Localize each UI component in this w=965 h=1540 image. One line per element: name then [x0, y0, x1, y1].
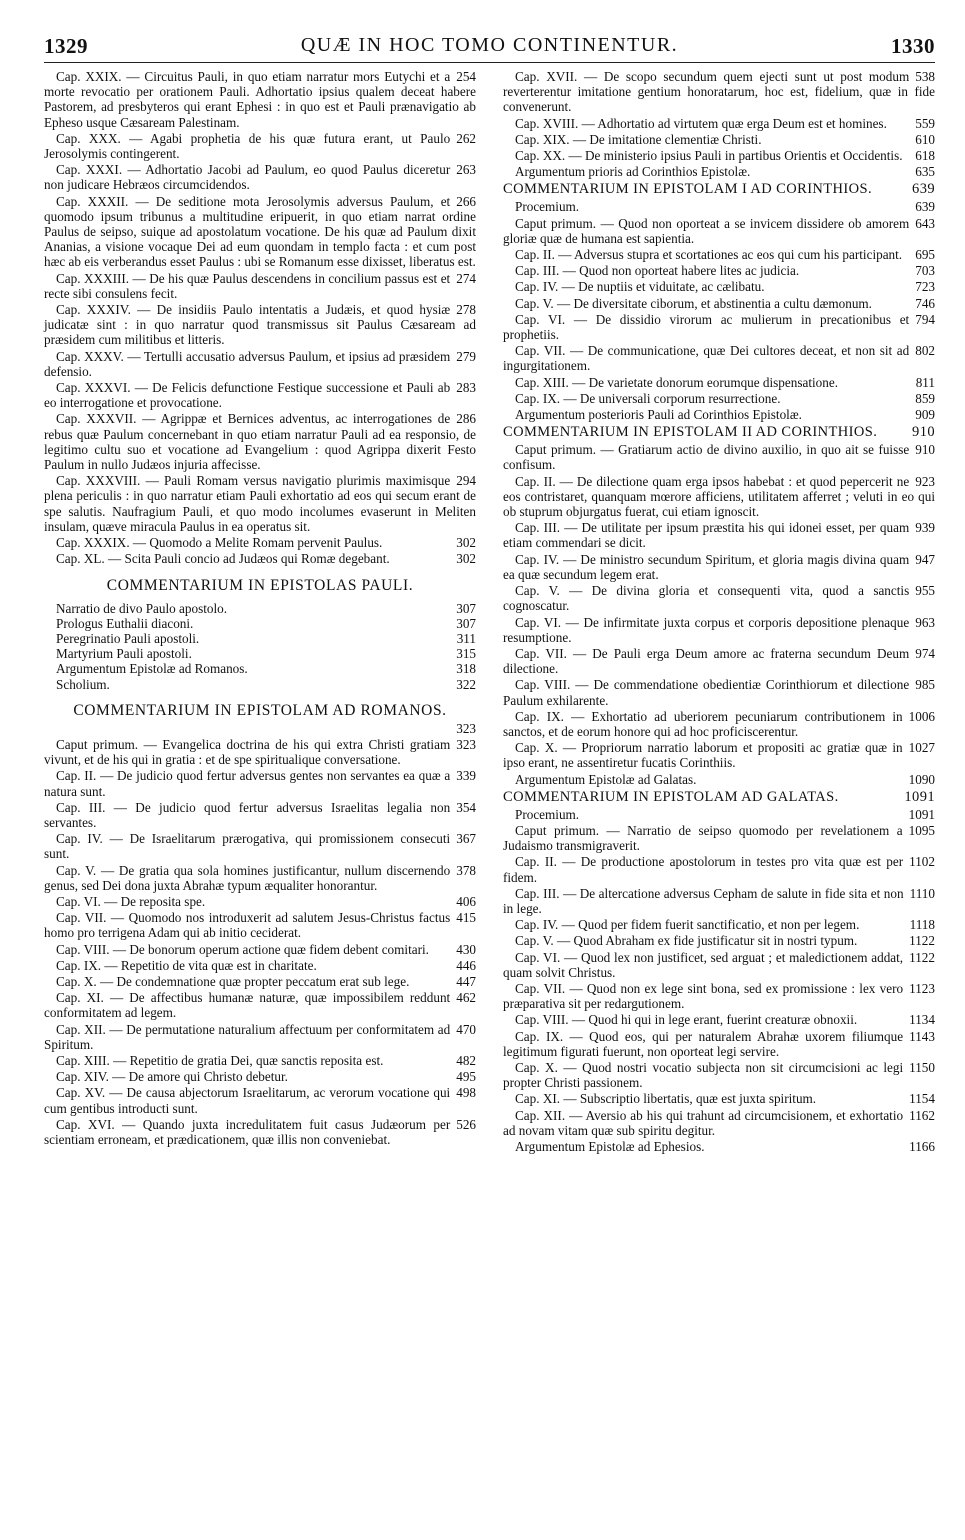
toc-entry [503, 148, 935, 163]
toc-entry [503, 116, 935, 131]
toc-entry [503, 391, 935, 406]
page-ref: 794 [915, 311, 935, 327]
page-ref: 639 [915, 199, 935, 215]
entry-text: Cap. II. — De productione apostolorum in testes pro vita quæ est per fidem. [503, 854, 904, 885]
entry-text: Cap. III. — De utilitate per ipsum præstita his qui idonei esset, per quam etiam commendari se dicit. [503, 520, 910, 551]
page-ref: 378 [456, 862, 476, 878]
entry-text: Cap. IV. — De nuptiis et viduitate, ac cælibatu. [515, 279, 765, 295]
toc-entry [44, 737, 476, 767]
entry-text: Cap. III. — De judicio quod fertur adversus Israelitas legalia non servantes. [44, 799, 451, 830]
toc-entry [503, 1108, 935, 1138]
section-page [44, 721, 476, 736]
toc-list [44, 737, 476, 1147]
page-ref: 1091 [908, 806, 935, 822]
toc-entry [44, 974, 476, 989]
entry-text: Cap. XXXIV. — De insidiis Paulo intentatis a Judæis, et quod hysiæ judicatæ sint : in quo narratur quod transmissus sit Paulus Cæsaream ad præsidem cum militibus et litteris. [44, 302, 476, 348]
toc-entry [503, 981, 935, 1011]
toc-entry [503, 279, 935, 294]
entry-text: Caput primum. — Narratio de seipso quomodo per revelationem a Judaismo transmigraverit. [503, 822, 903, 854]
page-ref: 538 [915, 69, 935, 84]
page-ref: 1122 [909, 949, 935, 965]
page-ref: 322 [456, 676, 476, 692]
entry-text: Cap. XXXIX. — Quomodo a Melite Romam pervenit Paulus. [56, 535, 383, 551]
page-number-right: 1330 [891, 34, 935, 58]
entry-text: Argumentum Epistolæ ad Ephesios. [515, 1139, 705, 1154]
columns [44, 69, 935, 1155]
toc-entry [44, 1022, 476, 1052]
entry-text: Cap. XIX. — De imitatione clementiæ Christi. [515, 131, 762, 147]
entry-text: Cap. XIV. — De amore qui Christo debetur. [56, 1069, 288, 1085]
page-ref: 1091 [904, 788, 935, 805]
toc-entry [503, 886, 935, 916]
page-ref: 446 [456, 957, 476, 973]
toc-entry [44, 800, 476, 830]
section-heading [503, 424, 935, 440]
entry-text: Cap. XXXVI. — De Felicis defunctione Festique successione et Pauli ab eo interrogatione et provocatione. [44, 380, 451, 411]
running-title: QUÆ IN HOC TOMO CONTINENTUR. [300, 34, 679, 56]
page-ref: 462 [456, 990, 476, 1006]
entry-text: Caput primum. — Gratiarum actio de divino auxilio, in quo ait se fuisse confisum. [503, 442, 910, 473]
page-ref: 279 [456, 348, 476, 364]
entry-text: Cap. XII. — De permutatione naturalium affectuum per conformitatem ad Spiritum. [44, 1021, 451, 1052]
entry-text: Cap. VI. — De reposita spe. [56, 893, 206, 909]
toc-entry [44, 551, 476, 566]
entry-text: Narratio de divo Paulo apostolo. [56, 600, 228, 616]
page-ref: 498 [456, 1085, 476, 1101]
page-ref: 294 [456, 473, 476, 489]
page-ref: 635 [915, 164, 935, 180]
page-ref: 447 [456, 973, 476, 989]
toc-entry [44, 473, 476, 534]
toc-entry [503, 375, 935, 390]
header-rule [44, 62, 935, 63]
page-ref: 339 [456, 768, 476, 784]
page-ref: 559 [915, 115, 935, 131]
page-ref: 695 [915, 247, 935, 263]
entry-text: Cap. IX. — Exhortatio ad uberiorem pecuniarum contributionem in sanctos, et de eorum honore qui ad hoc proficiscerentur. [503, 708, 903, 739]
heading-text: COMMENTARIUM IN EPISTOLAM AD GALATAS. [503, 788, 839, 805]
toc-list [503, 442, 935, 770]
entry-text: Cap. XXX. — Agabi prophetia de his quæ futura erant, ut Paulo Jerosolymis contingerent. [44, 130, 451, 162]
page-ref: 315 [456, 646, 476, 662]
page-ref: 963 [915, 614, 935, 630]
page-ref: 307 [456, 615, 476, 631]
toc-entry [44, 1069, 476, 1084]
toc-entry [503, 216, 935, 246]
page-ref: 1143 [909, 1028, 935, 1044]
page-ref: 354 [456, 799, 476, 815]
entry-text: Cap. XXIX. — Circuitus Pauli, in quo etiam narratur mors Eutychi et a morte revocatio per orationem Pauli. Adhortatio ipsius qualem deceat habere Pastorem, ad presbyteros qui erant Ephesi : in quo est et Pauli prænavigatio ab Epheso usque Cæsaream Palestinam. [44, 69, 476, 130]
page-ref: 618 [915, 148, 935, 164]
page-ref: 909 [915, 407, 935, 423]
page-ref: 482 [456, 1052, 476, 1068]
toc-entry [503, 132, 935, 147]
entry-text: Cap. IX. — Quod eos, qui per naturalem Abrahæ uxorem filiumque legitimum figurati fuerunt, non oporteat legi servire. [503, 1028, 904, 1059]
entry-text: Cap. XI. — Subscriptio libertatis, quæ est juxta spiritum. [515, 1091, 817, 1107]
entry-text: Argumentum Epistolæ ad Romanos. [56, 661, 248, 677]
page-ref: 1154 [909, 1091, 935, 1107]
toc-entry [44, 894, 476, 909]
page-ref: 811 [915, 374, 935, 390]
toc-entry [503, 950, 935, 980]
page-ref: 266 [456, 193, 476, 209]
page-ref: 723 [915, 279, 935, 295]
entry-text: Cap. IV. — De Israelitarum prærogativa, qui promissionem consecuti sunt. [44, 831, 451, 862]
page-ref: 610 [915, 131, 935, 147]
entry-text: Cap. V. — Quod Abraham ex fide justificatur sit in nostri typum. [515, 933, 858, 949]
page-ref: 1090 [908, 771, 935, 787]
toc-entry [503, 312, 935, 342]
toc-entry [44, 616, 476, 631]
page-ref: 495 [456, 1069, 476, 1085]
toc-entry [503, 343, 935, 373]
toc-entry [503, 1060, 935, 1090]
page-ref: 859 [915, 390, 935, 406]
toc-entry [44, 271, 476, 301]
entry-text: Cap. XX. — De ministerio ipsius Pauli in partibus Orientis et Occidentis. [515, 148, 903, 164]
entry-text: Cap. VI. — De infirmitate juxta corpus et corporis depositione plenaque resumptione. [503, 614, 910, 645]
toc-entry [44, 863, 476, 893]
entry-text: Cap. V. — De diversitate ciborum, et abstinentia a cultu dæmonum. [515, 295, 872, 311]
entry-text: Cap. X. — De condemnatione quæ propter peccatum erat sub lege. [56, 973, 410, 989]
toc-entry [44, 1085, 476, 1115]
page-ref: 1102 [909, 854, 935, 870]
toc-entry [44, 958, 476, 973]
page-ref: 955 [915, 583, 935, 599]
toc-entry [44, 831, 476, 861]
toc-entry [503, 552, 935, 582]
toc-entry [503, 296, 935, 311]
page-ref: 254 [456, 69, 476, 84]
heading-text: COMMENTARIUM IN EPISTOLAM II AD CORINTHIOS. [503, 424, 878, 441]
entry-text: Cap. VIII. — Quod hi qui in lege erant, fuerint creaturæ obnoxii. [515, 1012, 858, 1028]
toc-entry [44, 69, 476, 130]
right-column [503, 69, 935, 1155]
toc-entry [503, 709, 935, 739]
page-ref: 430 [456, 941, 476, 957]
entry-text: Cap. IX. — Repetitio de vita quæ est in charitate. [56, 957, 317, 973]
entry-text: Cap. XXXII. — De seditione mota Jerosolymis adversus Paulum, et quomodo ipsum tribunus a multitudine eripuerit, in quo etiam narrat ordine Paulus de seipso, suique ad apostolatum vocatione. De his quæ ad Paulum dixit Ananias, a visione vocaque Dei ad eum quondam in templo facta : et cum post hæc ab eis verberandus esset Paulus : ubi se Romanum esse dixisset, liberatus est. [44, 193, 476, 270]
page-ref: 367 [456, 831, 476, 847]
toc-entry [44, 601, 476, 616]
section-heading [503, 181, 935, 197]
toc-entry [503, 442, 935, 472]
page-ref: 323 [456, 736, 476, 752]
toc-entry [503, 1139, 935, 1154]
entry-text: Caput primum. — Evangelica doctrina de his qui extra Christi gratiam vivunt, et de his qui in gratia : et de spe spiritualique conversatione. [44, 736, 451, 768]
entry-text: Cap. XXXIII. — De his quæ Paulus descendens in concilium passus est et recte sibi consulens fecit. [44, 270, 451, 301]
toc-entry [503, 583, 935, 613]
toc-entry [44, 631, 476, 646]
entry-text: Cap. XIII. — Repetitio de gratia Dei, quæ sanctis reposita est. [56, 1052, 384, 1068]
toc-entry [44, 990, 476, 1020]
toc-entry [503, 615, 935, 645]
toc-entry [503, 1029, 935, 1059]
toc-entry [503, 854, 935, 884]
page-ref: 1027 [908, 740, 935, 756]
toc-entry [44, 1053, 476, 1068]
entry-text: Cap. XI. — De affectibus humanæ naturæ, quæ impossibilem reddunt conformitatem ad legem. [44, 990, 451, 1021]
page-ref: 923 [915, 473, 935, 489]
toc-entry [503, 69, 935, 115]
page-ref: 1150 [909, 1059, 935, 1075]
toc-list [503, 199, 935, 406]
entry-text: Cap. II. — Adversus stupra et scortationes ac eos qui cum his participant. [515, 247, 903, 263]
entry-text: Cap. VII. — Quomodo nos introduxerit ad salutem Jesus-Christus factus homo pro terrigena Adam qui ab initio ceciderat. [44, 910, 451, 941]
entry-text: Cap. V. — De divina gloria et consequenti vita, quod a sanctis cognoscatur. [503, 583, 910, 614]
entry-text: Cap. X. — Quod nostri vocatio subjecta non sit circumcisioni ac legi propter Christi passionem. [503, 1059, 904, 1091]
toc-entry [503, 407, 935, 422]
page-ref: 526 [456, 1116, 476, 1132]
page-ref: 278 [456, 302, 476, 318]
toc-entry [503, 474, 935, 520]
page-ref: 703 [915, 263, 935, 279]
page-ref: 323 [456, 720, 476, 736]
entry-text: Cap. XVI. — Quando juxta incredulitatem fuit casus Judæorum per scientiam erroneam, et prædicationem, quæ illis non conveniebat. [44, 1116, 451, 1147]
page-ref: 746 [915, 295, 935, 311]
entry-text: Cap. XVII. — De scopo secundum quem ejecti sunt ut post modum reverterentur imitatione gentium honoratarum, hoc est, fidelium, quæ in fide convenerunt. [503, 69, 935, 115]
page-ref: 302 [456, 535, 476, 551]
page-ref: 274 [456, 270, 476, 286]
page-ref: 985 [915, 677, 935, 693]
left-column [44, 69, 476, 1155]
toc-entry [44, 411, 476, 472]
toc-entry [503, 263, 935, 278]
toc-entry [503, 164, 935, 179]
section-heading: COMMENTARIUM IN EPISTOLAS PAULI. [106, 576, 414, 594]
page-ref: 283 [456, 380, 476, 396]
toc-list [503, 69, 935, 163]
toc-list [503, 807, 935, 1138]
toc-entry [44, 162, 476, 192]
entry-text: Peregrinatio Pauli apostoli. [56, 630, 200, 646]
toc-entry [44, 910, 476, 940]
toc-entry [44, 349, 476, 379]
entry-text: Cap. XVIII. — Adhortatio ad virtutem quæ erga Deum est et homines. [515, 115, 887, 131]
entry-text: Cap. XXXVIII. — Pauli Romam versus navigatio plurimis maximisque plena periculis : in quo narratur etiam Pauli exhortatio ad eos qui secum erant de spe salutis. Naufragium Pauli, et quo modo incolumes evaserunt in Meliten insulam, quæve miracula Paulus in ea operatus sit. [44, 473, 476, 534]
toc-entry [503, 807, 935, 822]
entry-text: Cap. XII. — Aversio ab his qui trahunt ad circumcisionem, et exhortatio ad novam vitam quæ sub spiritu degitur. [503, 1107, 904, 1138]
page-ref: 802 [915, 343, 935, 359]
toc-entry [503, 247, 935, 262]
page-ref: 263 [456, 162, 476, 178]
toc-entry [503, 1091, 935, 1106]
toc-entry [503, 772, 935, 787]
heading-text: COMMENTARIUM IN EPISTOLAM I AD CORINTHIOS. [503, 181, 873, 198]
entry-text: Cap. XIII. — De varietate donorum eorumque dispensatione. [515, 374, 838, 390]
entry-text: Cap. XXXV. — Tertulli accusatio adversus Paulum, et ipsius ad præsidem defensio. [44, 348, 451, 379]
page-ref: 470 [456, 1021, 476, 1037]
toc-entry [44, 302, 476, 348]
toc-entry [503, 1012, 935, 1027]
toc-entry [44, 380, 476, 410]
entry-text: Cap. XXXI. — Adhortatio Jacobi ad Paulum, eo quod Paulus diceretur non judicare Hebræos circumcidendos. [44, 162, 451, 193]
toc-entry [44, 677, 476, 692]
entry-text: Caput primum. — Quod non oporteat a se invicem dissidere ob amorem gloriæ quæ de humana est sapientia. [503, 215, 910, 246]
page-ref: 311 [456, 630, 476, 646]
entry-text: Cap. VI. — Quod lex non justificet, sed arguat ; et maledictionem addat, quam solvit Christus. [503, 949, 904, 980]
section-heading [503, 789, 935, 805]
page-ref: 406 [456, 893, 476, 909]
toc-entry [503, 646, 935, 676]
page-ref: 639 [912, 181, 935, 198]
page-ref: 1095 [908, 822, 935, 838]
entry-text: Cap. III. — De altercatione adversus Cepham de salute in fide sita et non in lege. [503, 885, 904, 916]
entry-text: Cap. II. — De judicio quod fertur adversus gentes non servantes ea quæ a natura sunt. [44, 768, 451, 799]
toc-entry [503, 199, 935, 214]
entry-text: Procemium. [515, 199, 580, 215]
page-ref: 910 [912, 424, 935, 441]
page-ref: 939 [915, 520, 935, 536]
page-ref: 643 [915, 215, 935, 231]
page-ref: 1110 [909, 885, 935, 901]
entry-text: Cap. VII. — De communicatione, quæ Dei cultores deceat, et non sit ad ingurgitationem. [503, 343, 910, 374]
toc-entry [503, 520, 935, 550]
page-number-left: 1329 [44, 34, 88, 58]
toc-entry [44, 1117, 476, 1147]
toc-list [44, 69, 476, 567]
page-ref: 307 [456, 600, 476, 616]
page-ref: 1166 [909, 1139, 935, 1154]
entry-text: Argumentum Epistolæ ad Galatas. [515, 771, 697, 787]
entry-text: Procemium. [515, 806, 580, 822]
entry-text: Cap. X. — Propriorum narratio laborum et propositi ac gratiæ quæ in ipso erant, ne assentiretur fucatis Corinthiis. [503, 740, 903, 771]
entry-text: Cap. IV. — De ministro secundum Spiritum, et gloria magis divina quam ea quæ secundum legem erat. [503, 551, 910, 582]
entry-text: Prologus Euthalii diaconi. [56, 615, 194, 631]
toc-entry [44, 768, 476, 798]
entry-text: Cap. IV. — Quod per fidem fuerit sanctificatio, et non per legem. [515, 917, 860, 933]
toc-list [44, 601, 476, 692]
entry-text: Cap. VIII. — De bonorum operum actione quæ fidem debent comitari. [56, 941, 429, 957]
toc-entry [44, 194, 476, 270]
page-ref: 1123 [909, 980, 935, 996]
toc-entry [44, 646, 476, 661]
entry-text: Scholium. [56, 676, 110, 692]
entry-text: Cap. VI. — De dissidio virorum ac mulierum in precationibus et prophetiis. [503, 311, 910, 343]
toc-entry [503, 933, 935, 948]
page-ref: 947 [915, 551, 935, 567]
page-ref: 1162 [909, 1107, 935, 1123]
page-ref: 302 [456, 551, 476, 567]
entry-text: Cap. VII. — De Pauli erga Deum amore ac fraterna secundum Deum dilectione. [503, 645, 910, 677]
entry-text: Cap. XV. — De causa abjectorum Israelitarum, ac verorum vocatione qui cum gentibus introducti sunt. [44, 1085, 451, 1116]
toc-entry [503, 677, 935, 707]
page-ref: 286 [456, 411, 476, 427]
entry-text: Cap. V. — De gratia qua sola homines justificantur, nullum discernendo genus, sed Dei dona juxta Abrahæ typum æqualiter honorantur. [44, 862, 451, 893]
page-ref: 262 [456, 130, 476, 146]
entry-text: Cap. IX. — De universali corporum resurrectione. [515, 390, 781, 406]
page-ref: 1134 [909, 1012, 935, 1028]
page-ref: 318 [456, 661, 476, 677]
toc-entry [44, 535, 476, 550]
page-ref: 974 [915, 645, 935, 661]
entry-text: Cap. II. — De dilectione quam erga ipsos habebat : et quod pepercerit ne eos contristaret, quanquam mœrore afficiens, utilitatem afferret ; veluti in eo qui ob stuprum objurgatus fuerat, cui etiam ignoscit. [503, 473, 935, 520]
page-header [44, 22, 935, 56]
toc-entry [503, 740, 935, 770]
page-ref: 1006 [908, 708, 935, 724]
entry-text: Martyrium Pauli apostoli. [56, 646, 192, 662]
page-ref: 1122 [909, 933, 935, 949]
entry-text: Cap. XL. — Scita Pauli concio ad Judæos qui Romæ degebant. [56, 551, 390, 567]
page-ref: 1118 [909, 917, 935, 933]
entry-text: Cap. VII. — Quod non ex lege sint bona, sed ex promissione : lex vero præparativa sit per redargutionem. [503, 980, 904, 1012]
entry-text: Cap. XXXVII. — Agrippæ et Bernices adventus, ac interrogationes de rebus quæ Paulum concernebant in quo etiam narratur Pauli ad ea responsio, de legitimo cultu suo et vocatione ad Evangelium : quod Agrippa dixerit Festo Paulum in nullo Judæos injuria affecisse. [44, 411, 476, 473]
toc-entry [44, 661, 476, 676]
entry-text: Argumentum prioris ad Corinthios Epistolæ. [515, 164, 751, 180]
toc-entry [503, 823, 935, 853]
toc-entry [44, 942, 476, 957]
toc-entry [44, 131, 476, 161]
page-ref: 415 [456, 910, 476, 926]
entry-text: Argumentum posterioris Pauli ad Corinthios Epistolæ. [515, 407, 802, 423]
section-heading: COMMENTARIUM IN EPISTOLAM AD ROMANOS. [73, 701, 447, 719]
entry-text: Cap. VIII. — De commendatione obedientiæ Corinthiorum et dilectione Paulum exhilarente. [503, 677, 910, 708]
page-ref: 910 [915, 442, 935, 458]
entry-text: Cap. III. — Quod non oporteat habere lites ac judicia. [515, 263, 800, 279]
toc-entry [503, 917, 935, 932]
